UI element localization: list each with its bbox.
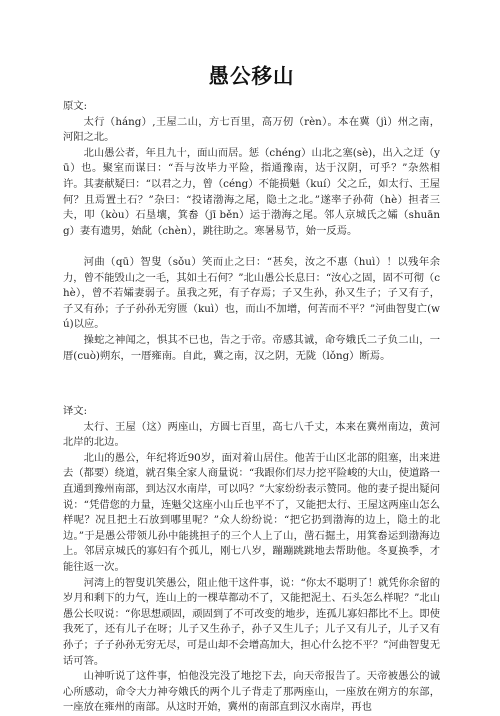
document-title: 愚公移山 [208,64,295,88]
translation-paragraph-2: 北山的愚公，年纪将近90岁，面对着山居住。他苦于山区北部的阻塞，出来进去（都要）绕道，就召集全家人商量说：“我跟你们尽力挖平险峻的大山，使道路一直通到豫州南部，到达汉水南岸，可以吗？”大家纷纷表示赞同。他的妻子提出疑问说：“凭借您的力量，连魁父这座小山丘也平不了，又能把太行、王屋这两座山怎么样呢？况且把土石放到哪里呢？”众人纷纷说：“把它扔到渤海的边上，隐土的北边。”于是愚公带领儿孙中能挑担子的三个人上了山，凿石掘土，用箕畚运到渤海边上。邻居京城氏的寡妇有个孤儿，刚七八岁，蹦蹦跳跳地去帮助他。冬夏换季，才能往返一次。 [63,451,440,574]
translation-paragraph-4: 山神听说了这件事，怕他没完没了地挖下去，向天帝报告了。天帝被愚公的诚心所感动，命令大力神夸娥氏的两个儿子背走了那两座山，一座放在朔方的东部，一座放在雍州的南部。从这时开始，冀州的南部直到汉水南岸，再也 [63,670,440,714]
paragraph-spacer [63,239,440,255]
original-paragraph-1: 太行（háng）,王屋二山，方七百里，高万仞（rèn）。本在冀（jì）州之南，河阳之北。 [63,115,440,144]
translation-label: 译文: [63,405,88,418]
original-paragraph-3: 河曲（qū）智叟（sǒu）笑而止之曰：“甚矣，汝之不惠（huì）！以残年余力，曾不能毁山之一毛，其如土石何？”北山愚公长息曰：“汝心之固，固不可彻（chè），曾不若孀妻弱子。虽我之死，有子存焉；子又生孙，孙又生子；子又有子，子又有孙；子子孙孙无穷匮（kuì）也，而山不加增，何苦而不平？”河曲智叟亡(wú)以应。 [63,255,440,331]
original-paragraph-4: 操蛇之神闻之，惧其不已也，告之于帝。帝感其诚，命夸娥氏二子负二山，一厝(cuò)朔东，一厝雍南。自此，冀之南，汉之阴，无陇（lǒng）断焉。 [63,333,440,362]
original-text-label: 原文: [63,100,88,112]
original-paragraph-2: 北山愚公者，年且九十，面山而居。惩（chéng）山北之塞(sè)，出入之迂（yū）也。聚室而谋曰：“吾与汝毕力平险，指通豫南，达于汉阴，可乎？”杂然相许。其妻献疑曰：“以君之力，曾（céng）不能损魁（kuí）父之丘，如太行、王屋何？且焉置土石？”杂曰：“投诸渤海之尾，隐土之北。”遂率子孙荷（hè）担者三夫，叩（kòu）石垦壤，箕畚（jī běn）运于渤海之尾。邻人京城氏之孀（shuāng）妻有遗男，始龀（chèn），跳往助之。寒暑易节，始一反焉。 [63,146,440,237]
section-spacer [63,364,440,395]
translation-paragraph-1: 太行、王屋（这）两座山，方圆七百里，高七八千丈，本来在冀州南边，黄河北岸的北边。 [63,420,440,449]
translation-paragraph-3: 河湾上的智叟讥笑愚公，阻止他干这件事，说：“你太不聪明了！就凭你余留的岁月和剩下的力气，连山上的一棵草都动不了，又能把泥土、石头怎么样呢？”北山愚公长叹说：“你思想顽固，顽固到了不可改变的地步，连孤儿寡妇都比不上。即使我死了，还有儿子在呀；儿子又生孙子，孙子又生儿子；儿子又有儿子，儿子又有孙子；子子孙孙无穷无尽，可是山却不会增高加大，担心什么挖不平？”河曲智叟无话可答。 [63,576,440,667]
